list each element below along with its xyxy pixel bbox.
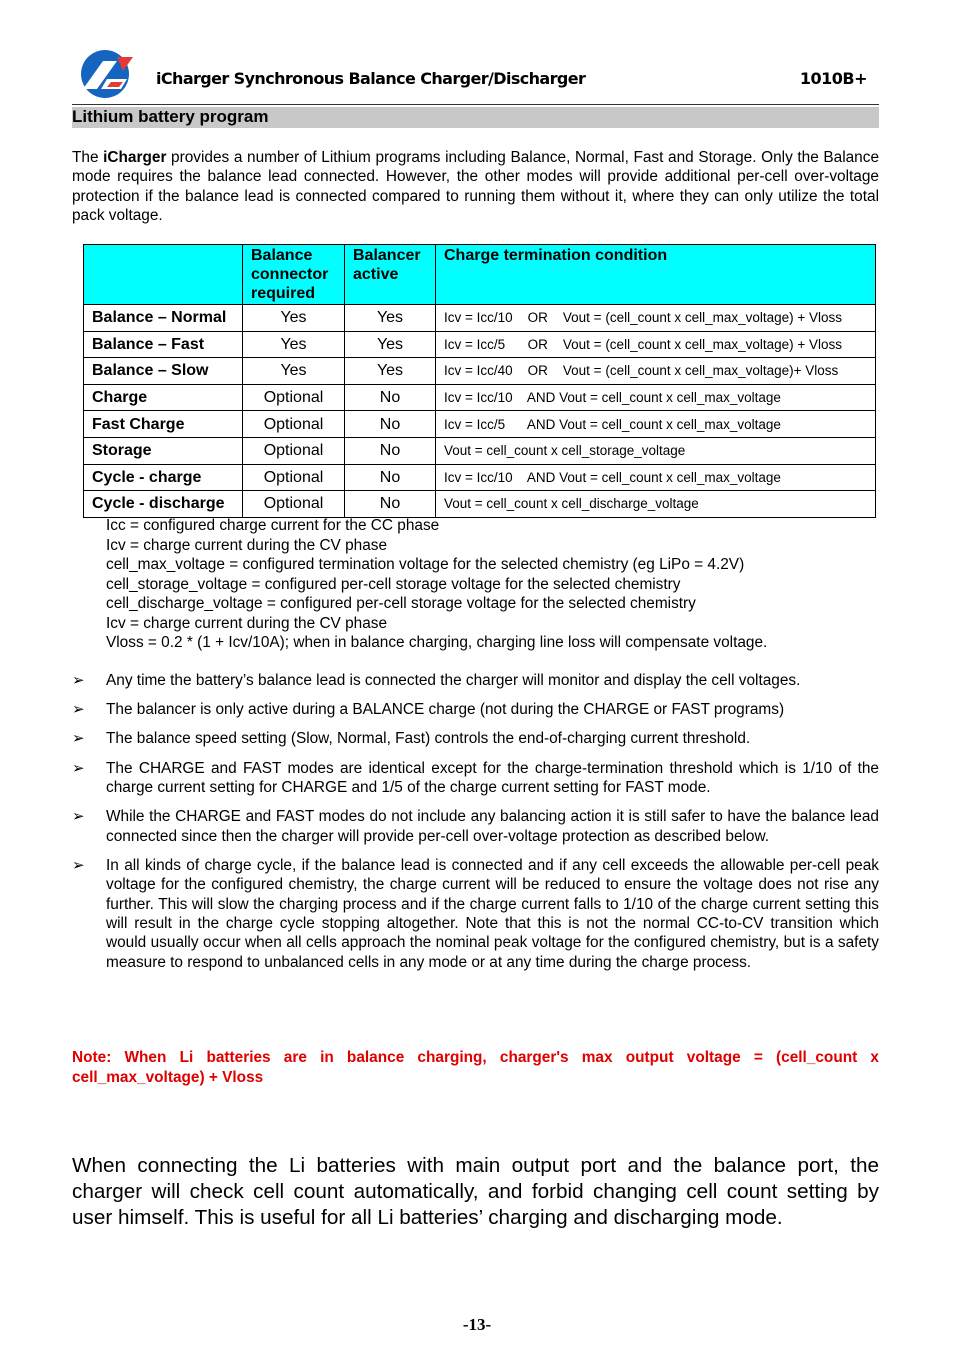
list-item: ➢ The CHARGE and FAST modes are identical except for the charge-termination threshold which is 1/10 of the charge current setting for CHARGE and 1/5 of the charge current setting for FAST mode. — [72, 759, 879, 797]
arrow-bullet-icon: ➢ — [72, 856, 85, 874]
program-name: Cycle - discharge — [84, 491, 243, 518]
program-name: Storage — [84, 437, 243, 464]
table-row — [84, 384, 876, 411]
definition-line: cell_discharge_voltage = configured per-cell storage voltage for the selected chemistry — [106, 595, 696, 612]
list-item: ➢ In all kinds of charge cycle, if the balance lead is connected and if any cell exceeds the allowable per-cell peak voltage for the configured chemistry, the charge current will be reduced to ensure the voltage does not rise any further. This will slow the charging process and if the charge current falls to 1/10 of the charge current setting this will result in the charge cycle stopping altogether. Note that this is not the normal CC-to-CV transition which would usually occur when all cells approach the nominal peak voltage for the configured chemistry, but is a safety measure to respond to unbalanced cells in any mode or at any time during the charge process. — [72, 856, 879, 971]
termination-condition: Vout = cell_count x cell_storage_voltage — [436, 437, 876, 464]
termination-condition: Icv = Icc/5 OR Vout = (cell_count x cell_max_voltage) + Vloss — [436, 331, 876, 358]
termination-condition: Icv = Icc/10 AND Vout = cell_count x cell_max_voltage — [436, 464, 876, 491]
icharger-logo-icon — [73, 49, 137, 99]
connector-required: Optional — [243, 491, 345, 518]
balancer-active: Yes — [345, 305, 436, 332]
table-header-cell — [84, 245, 243, 305]
balancer-active: No — [345, 384, 436, 411]
table-row — [84, 491, 876, 518]
balancer-active: No — [345, 437, 436, 464]
list-item: ➢ The balance speed setting (Slow, Normal, Fast) controls the end-of-charging current threshold. — [72, 730, 751, 748]
connector-required: Optional — [243, 384, 345, 411]
closing-paragraph: When connecting the Li batteries with main output port and the balance port, the charger will check cell count automatically, and forbid changing cell count setting by user himself. This is useful for all Li batteries’ charging and discharging mode. — [72, 1154, 879, 1229]
balancer-active: No — [345, 464, 436, 491]
table-header-cell: Balance connector required — [243, 245, 345, 305]
program-name: Balance – Slow — [84, 358, 243, 385]
program-name: Balance – Normal — [84, 305, 243, 332]
connector-required: Optional — [243, 437, 345, 464]
page-number: -13- — [462, 1315, 492, 1334]
program-name: Cycle - charge — [84, 464, 243, 491]
program-name: Fast Charge — [84, 411, 243, 438]
table-row — [84, 437, 876, 464]
termination-condition: Icv = Icc/5 AND Vout = cell_count x cell_max_voltage — [436, 411, 876, 438]
termination-condition: Vout = cell_count x cell_discharge_voltage — [436, 491, 876, 518]
table-row — [84, 411, 876, 438]
definition-line: Icv = charge current during the CV phase — [106, 536, 388, 554]
table-row — [84, 464, 876, 491]
definition-line: cell_storage_voltage = configured per-cell storage voltage for the selected chemistry — [106, 575, 681, 593]
balancer-active: No — [345, 491, 436, 518]
definition-line: Icc = configured charge current for the CC phase — [106, 517, 440, 534]
list-item: ➢ The balancer is only active during a BALANCE charge (not during the CHARGE or FAST programs) — [72, 701, 785, 719]
arrow-bullet-icon: ➢ — [72, 759, 85, 777]
program-table — [83, 244, 876, 518]
list-item: ➢ Any time the battery’s balance lead is connected the charger will monitor and display the cell voltages. — [72, 672, 801, 689]
table-header-cell: Balancer active — [345, 245, 436, 305]
arrow-bullet-icon: ➢ — [72, 672, 85, 689]
arrow-bullet-icon: ➢ — [72, 808, 85, 826]
connector-required: Yes — [243, 358, 345, 385]
definition-line: Vloss = 0.2 * (1 + Icv/10A); when in balance charging, charging line loss will compensate voltage. — [106, 634, 768, 651]
connector-required: Yes — [243, 331, 345, 358]
termination-condition: Icv = Icc/40 OR Vout = (cell_count x cell_max_voltage)+ Vloss — [436, 358, 876, 385]
arrow-bullet-icon: ➢ — [72, 730, 85, 748]
list-item: ➢ While the CHARGE and FAST modes do not include any balancing action it is still safer to have the balance lead connected since then the charger will provide per-cell over-voltage protection as described below. — [72, 808, 879, 845]
bullet-list — [72, 671, 879, 982]
connector-required: Optional — [243, 464, 345, 491]
table-row — [84, 358, 876, 385]
definition-line: Icv = charge current during the CV phase — [106, 614, 388, 632]
warning-note: Note: When Li batteries are in balance charging, charger's max output voltage = (cell_count x cell_max_voltage) + Vloss — [72, 1049, 879, 1086]
intro-paragraph: The iCharger provides a number of Lithium programs including Balance, Normal, Fast and Storage. Only the Balance mode requires the balance lead connected. However, the other modes will provide additional per-cell over-voltage protection if the balance lead is connected compared to running them without it, where they can only utilize the total pack voltage. — [72, 149, 880, 225]
table-row — [84, 305, 876, 332]
definitions-list — [106, 516, 767, 653]
header-title: iCharger Synchronous Balance Charger/Discharger — [156, 69, 586, 88]
connector-required: Yes — [243, 305, 345, 332]
termination-condition: Icv = Icc/10 OR Vout = (cell_count x cell_max_voltage) + Vloss — [436, 305, 876, 332]
section-title: Lithium battery program — [72, 107, 879, 128]
table-header-cell: Charge termination condition — [436, 245, 876, 305]
arrow-bullet-icon: ➢ — [72, 701, 85, 719]
balancer-active: Yes — [345, 358, 436, 385]
program-name: Balance – Fast — [84, 331, 243, 358]
definition-line: cell_max_voltage = configured termination voltage for the selected chemistry (eg LiPo = 4.2V) — [106, 556, 745, 573]
header-divider — [72, 104, 879, 105]
balancer-active: No — [345, 411, 436, 438]
header-model: 1010B+ — [799, 69, 867, 88]
connector-required: Optional — [243, 411, 345, 438]
termination-condition: Icv = Icc/10 AND Vout = cell_count x cell_max_voltage — [436, 384, 876, 411]
program-name: Charge — [84, 384, 243, 411]
table-row — [84, 331, 876, 358]
table-header-row — [84, 245, 876, 305]
brand-name: iCharger — [103, 149, 167, 166]
balancer-active: Yes — [345, 331, 436, 358]
